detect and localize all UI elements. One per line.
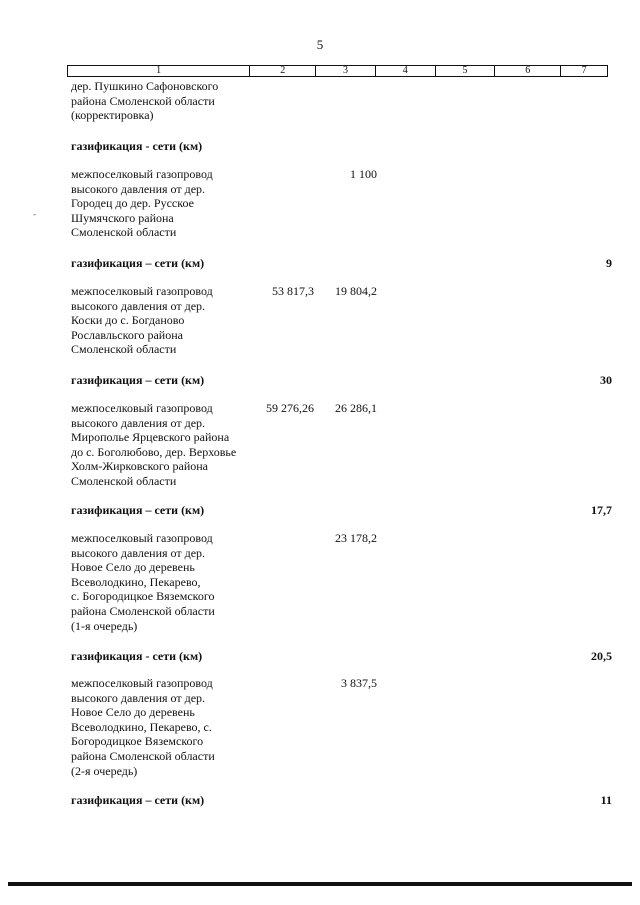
value-col-3: 1 100: [350, 167, 377, 181]
page-number: 5: [316, 37, 324, 52]
value-col-3: 23 178,2: [335, 531, 377, 545]
column-header-4: 4: [376, 66, 436, 76]
section-heading: газификация - сети (км): [71, 139, 203, 153]
column-header-2: 2: [250, 66, 316, 76]
value-col-2: 53 817,3: [272, 284, 314, 298]
object-name: межпоселковый газопровод высокого давления от дер. Новое Село до деревень Всеволодкино, Пекарево, с. Богородицкое Вяземского района Смоленской области (1-я очередь): [71, 531, 215, 633]
column-header-1: 1: [68, 66, 250, 76]
column-header-7: 7: [581, 65, 587, 76]
section-total: 30: [600, 373, 612, 387]
value-col-3: 3 837,5: [341, 676, 377, 690]
margin-mark: -: [33, 209, 36, 219]
value-col-3: 19 804,2: [335, 284, 377, 298]
object-name: межпоселковый газопровод высокого давления от дер. Городец до дер. Русское Шумячского района Смоленской области: [71, 167, 213, 240]
section-heading: газификация – сети (км): [71, 256, 205, 270]
object-name: межпоселковый газопровод высокого давления от дер. Мирополье Ярцевского района до с. Боголюбово, дер. Верховье Холм-Жирковского района Смоленской области: [71, 401, 237, 488]
value-col-3: 26 286,1: [335, 401, 377, 415]
object-name: межпоселковый газопровод высокого давления от дер. Коски до с. Богданово Рославльского района Смоленской области: [71, 284, 213, 357]
object-name: дер. Пушкино Сафоновского района Смоленской области (корректировка): [71, 79, 219, 123]
section-heading: газификация – сети (км): [71, 373, 205, 387]
table-column-header-row: [67, 65, 608, 77]
section-heading: газификация – сети (км): [71, 793, 205, 807]
section-heading: газификация - сети (км): [71, 649, 203, 663]
scan-edge-line: [8, 882, 632, 886]
column-header-5: 5: [436, 66, 496, 76]
section-total: 9: [606, 256, 612, 270]
column-header-3: 3: [316, 66, 376, 76]
section-heading: газификация – сети (км): [71, 503, 205, 517]
section-total: 20,5: [591, 649, 612, 663]
section-total: 11: [600, 793, 612, 807]
value-col-2: 59 276,26: [266, 401, 314, 415]
object-name: межпоселковый газопровод высокого давления от дер. Новое Село до деревень Всеволодкино, Пекарево, с. Богородицкое Вяземского района Смоленской области (2-я очередь): [71, 676, 215, 778]
section-total: 17,7: [591, 503, 612, 517]
column-header-6: 6: [495, 66, 561, 76]
